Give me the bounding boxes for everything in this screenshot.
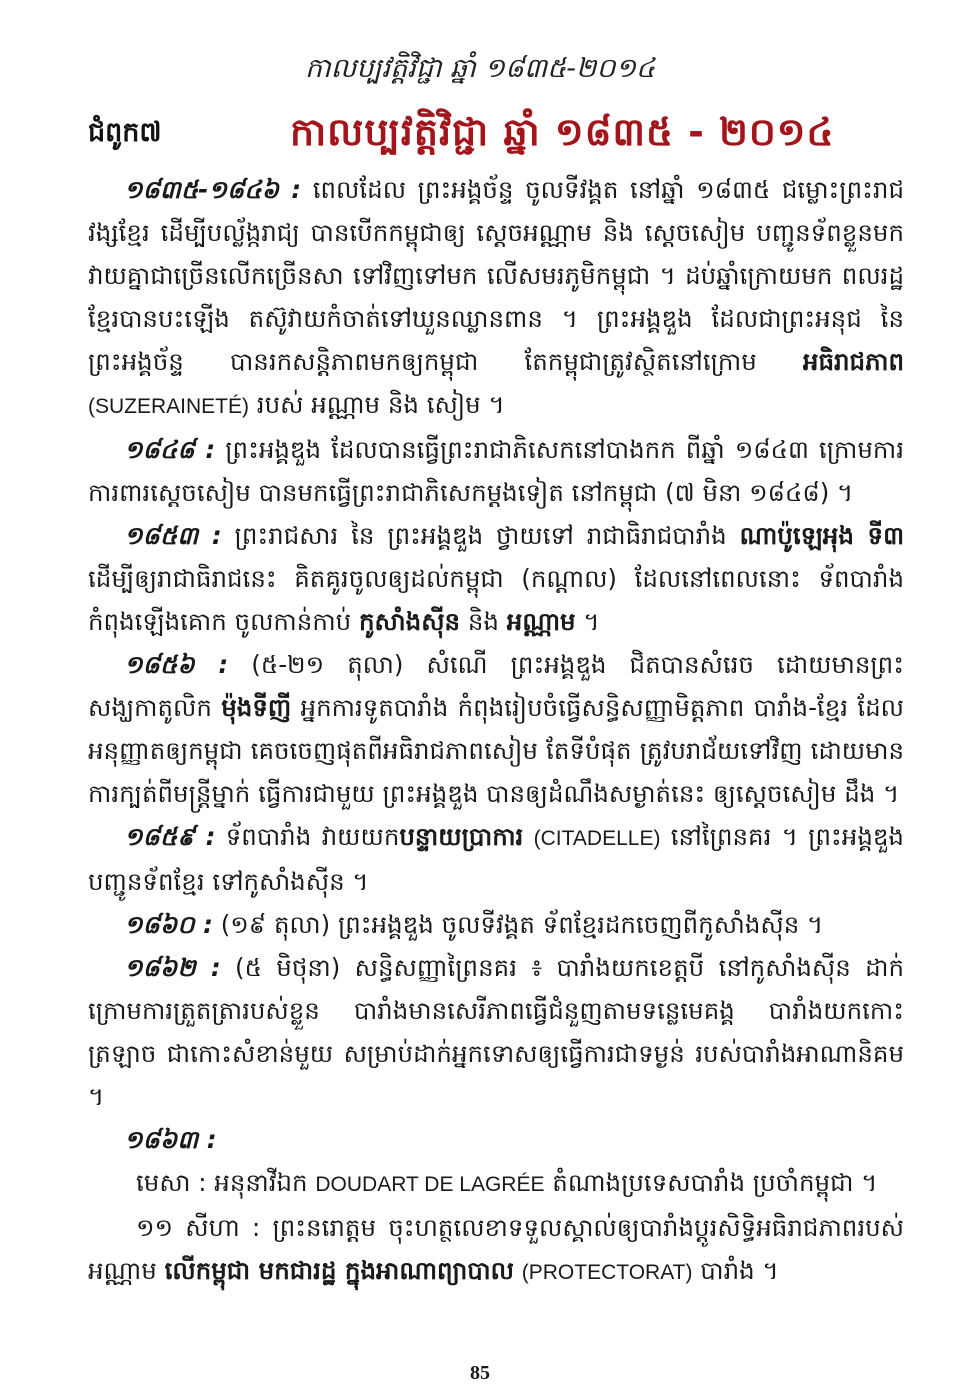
- entry-text: របស់ អណ្ណាម និង សៀម ។: [249, 390, 505, 419]
- entry-term: បន្ទាយប្រាការ: [399, 822, 524, 851]
- entry-1859: [88, 815, 904, 903]
- entry-term: ម៉ុងទីញី: [221, 693, 292, 722]
- sub-entry-text: តំណាងប្រទេសបារាំង ប្រចាំកម្ពុជា ។: [544, 1168, 878, 1197]
- sub-entry-date: ១១ សីហា :: [136, 1213, 261, 1242]
- entry-text: ព្រះអង្គឌួង ដែលបានធ្វើព្រះរាជាភិសេកនៅបាងកក ពីឆ្នាំ ១៨៤៣ ក្រោមការ ការពារស្តេចសៀម បានមកធ្វើព្រះរាជាភិសេកម្តងទៀត នៅកម្ពុជា (៧ មិនា ១៨៤៨) ។: [88, 435, 904, 507]
- page-title: កាលប្បវត្តិវិជ្ជា ឆ្នាំ ១៨៣៥ - ២០១៤: [290, 110, 835, 154]
- entry-text: (៥ មិថុនា) សន្ធិសញ្ញាព្រៃនគរ ៖ បារាំងយកខេត្តបី នៅកូសាំងស៊ីន ដាក់ក្រោមការត្រួតត្រារបស់ខ្លួន បារាំងមានសេរីភាពធ្វើជំនួញតាមទន្លេមេគង្គ បារាំងយកកោះត្រឡាច ជាកោះសំខាន់មួយ សម្រាប់ដាក់អ្នកទោសឲ្យធ្វើការជាទម្ងន់ របស់បារាំងអាណានិគម ។: [88, 953, 905, 1111]
- entry-text: ពេលដែល ព្រះអង្គច័ន្ទ ចូលទីវង្គត នៅឆ្នាំ ១៨៣៥ ជម្លោះព្រះរាជវង្សខ្មែរ ដើម្បីបល្ល័ង្ករាជ្យ បានបើកកម្ពុជាឲ្យ ស្តេចអណ្ណាម និង ស្តេចសៀម បញ្ជូនទ័ពខ្លួនមកវាយគ្នាជាច្រើនលើកច្រើនសា ទៅវិញទៅមក លើសមរភូមិកម្ពុជា ។ ដប់ឆ្នាំក្រោយមក ពលរដ្ឋខ្មែរបានបះឡើង តស៊ូវាយកំចាត់ទៅឃួនឈ្លានពាន ។ ព្រះអង្គឌួង ដែលជាព្រះអនុជ នៃ ព្រះអង្គច័ន្ទ បានរកសន្តិភាពមកឲ្យកម្ពុជា តែកម្ពុជាត្រូវស្ថិតនៅក្រោម: [88, 175, 905, 376]
- sub-entry-text: បារាំង ។: [692, 1256, 779, 1285]
- entry-term: ណាប៉ូឡេអុង ទី៣: [739, 521, 905, 550]
- entry-1835-1846: [88, 168, 904, 428]
- entry-latin-term: (SUZERAINETÉ): [88, 395, 250, 418]
- entry-latin-term: (CITADELLE): [533, 827, 661, 850]
- entry-text: អ្នកការទូតបារាំង កំពុងរៀបចំធ្វើសន្ធិសញ្ញាមិត្តភាព បារាំង-ខ្មែរ ដែលអនុញ្ញាតឲ្យកម្ពុជា គេចចេញផុតពីអធិរាជភាពសៀម តែទីបំផុត ត្រូវបរាជ័យទៅវិញ ដោយមានការក្បត់ពីមន្ត្រីម្នាក់ ធ្វើការជាមួយ ព្រះអង្គឌួង បានឲ្យដំណឹងសម្ងាត់នេះ ឲ្យស្តេចសៀម ដឹង ។: [88, 693, 904, 808]
- entry-year: ១៨៥៩ :: [124, 822, 216, 851]
- entry-year: ១៨៦០ :: [124, 910, 213, 939]
- entry-year: ១៨៣៥-១៨៤៦ :: [124, 175, 302, 204]
- entry-text: ដើម្បីឲ្យរាជាធិរាជនេះ គិតគូរចូលឲ្យដល់កម្ពុជា (កណ្តាល) ដែលនៅពេលនោះ ទ័ពបារាំងកំពុងឡើងគោក ចូលកាន់កាប់: [88, 564, 904, 636]
- entry-1863: [88, 1118, 904, 1161]
- entry-text: (១៩ តុលា) ព្រះអង្គឌួង ចូលទីវង្គត ទ័ពខ្មែរដកចេញពីកូសាំងស៊ីន ។: [212, 910, 824, 939]
- entry-term: អធិរាជភាព: [802, 347, 904, 376]
- sub-entry-august: [88, 1206, 904, 1294]
- page-number: 85: [470, 1362, 490, 1384]
- entry-text: នៅព្រៃនគរ ។ ព្រះអង្គឌួង បញ្ជូនទ័ពខ្មែរ ទៅកូសាំងស៊ីន ។: [88, 822, 904, 896]
- entry-year: ១៨៦៣ :: [124, 1125, 217, 1154]
- entry-year: ១៨៥៣ :: [124, 521, 222, 550]
- entry-text: ព្រះរាជសារ នៃ ព្រះអង្គឌួង ថ្វាយទៅ រាជាធិរាជបារាំង: [221, 521, 740, 550]
- entry-text: ។: [575, 607, 600, 636]
- sub-entry-latin-name: DOUDART DE LAGRÉE: [315, 1173, 545, 1196]
- entry-1853: [88, 514, 904, 643]
- chronology-body: [88, 168, 904, 1294]
- entry-text: និង: [460, 607, 507, 636]
- entry-year: ១៨៦២ :: [124, 953, 221, 982]
- entry-text: ទ័ពបារាំង វាយយក: [215, 822, 400, 851]
- entry-1848: [88, 428, 904, 514]
- sub-entry-term: លើកម្ពុជា មកជារដ្ឋ ក្នុងអាណាព្យាបាល: [164, 1256, 514, 1285]
- entry-1862: [88, 946, 904, 1118]
- entry-term: កូសាំងស៊ីន: [358, 607, 461, 636]
- entry-1860: [88, 903, 904, 946]
- sub-entry-text: អនុនាវីឯក: [206, 1168, 316, 1197]
- running-head: កាលប្បវត្តិវិជ្ជា ឆ្នាំ ១៨៣៥-២០១៤: [304, 53, 656, 84]
- sub-entry-date: មេសា :: [136, 1168, 207, 1197]
- entry-term: អណ្ណាម: [506, 607, 576, 636]
- entry-text: (៥-២១ តុលា) សំណើ ព្រះអង្គឌួង ជិតបានសំរេច ដោយមានព្រះសង្ឃកាតូលិក: [88, 650, 904, 722]
- sub-entry-text: ព្រះនរោត្តម ចុះហត្ថលេខាទទួលស្គាល់ឲ្យបារាំងប្តូរសិទ្ធិអធិរាជភាពរបស់អណ្ណាម: [88, 1213, 904, 1285]
- entry-year: ១៨៤៨ :: [124, 435, 216, 464]
- entry-1856: [88, 643, 904, 815]
- entry-year: ១៨៥៦ :: [124, 650, 229, 679]
- chapter-label: ជំពូក៧: [88, 117, 162, 148]
- sub-entry-april: [88, 1161, 904, 1206]
- sub-entry-latin-term: (PROTECTORAT): [521, 1261, 693, 1284]
